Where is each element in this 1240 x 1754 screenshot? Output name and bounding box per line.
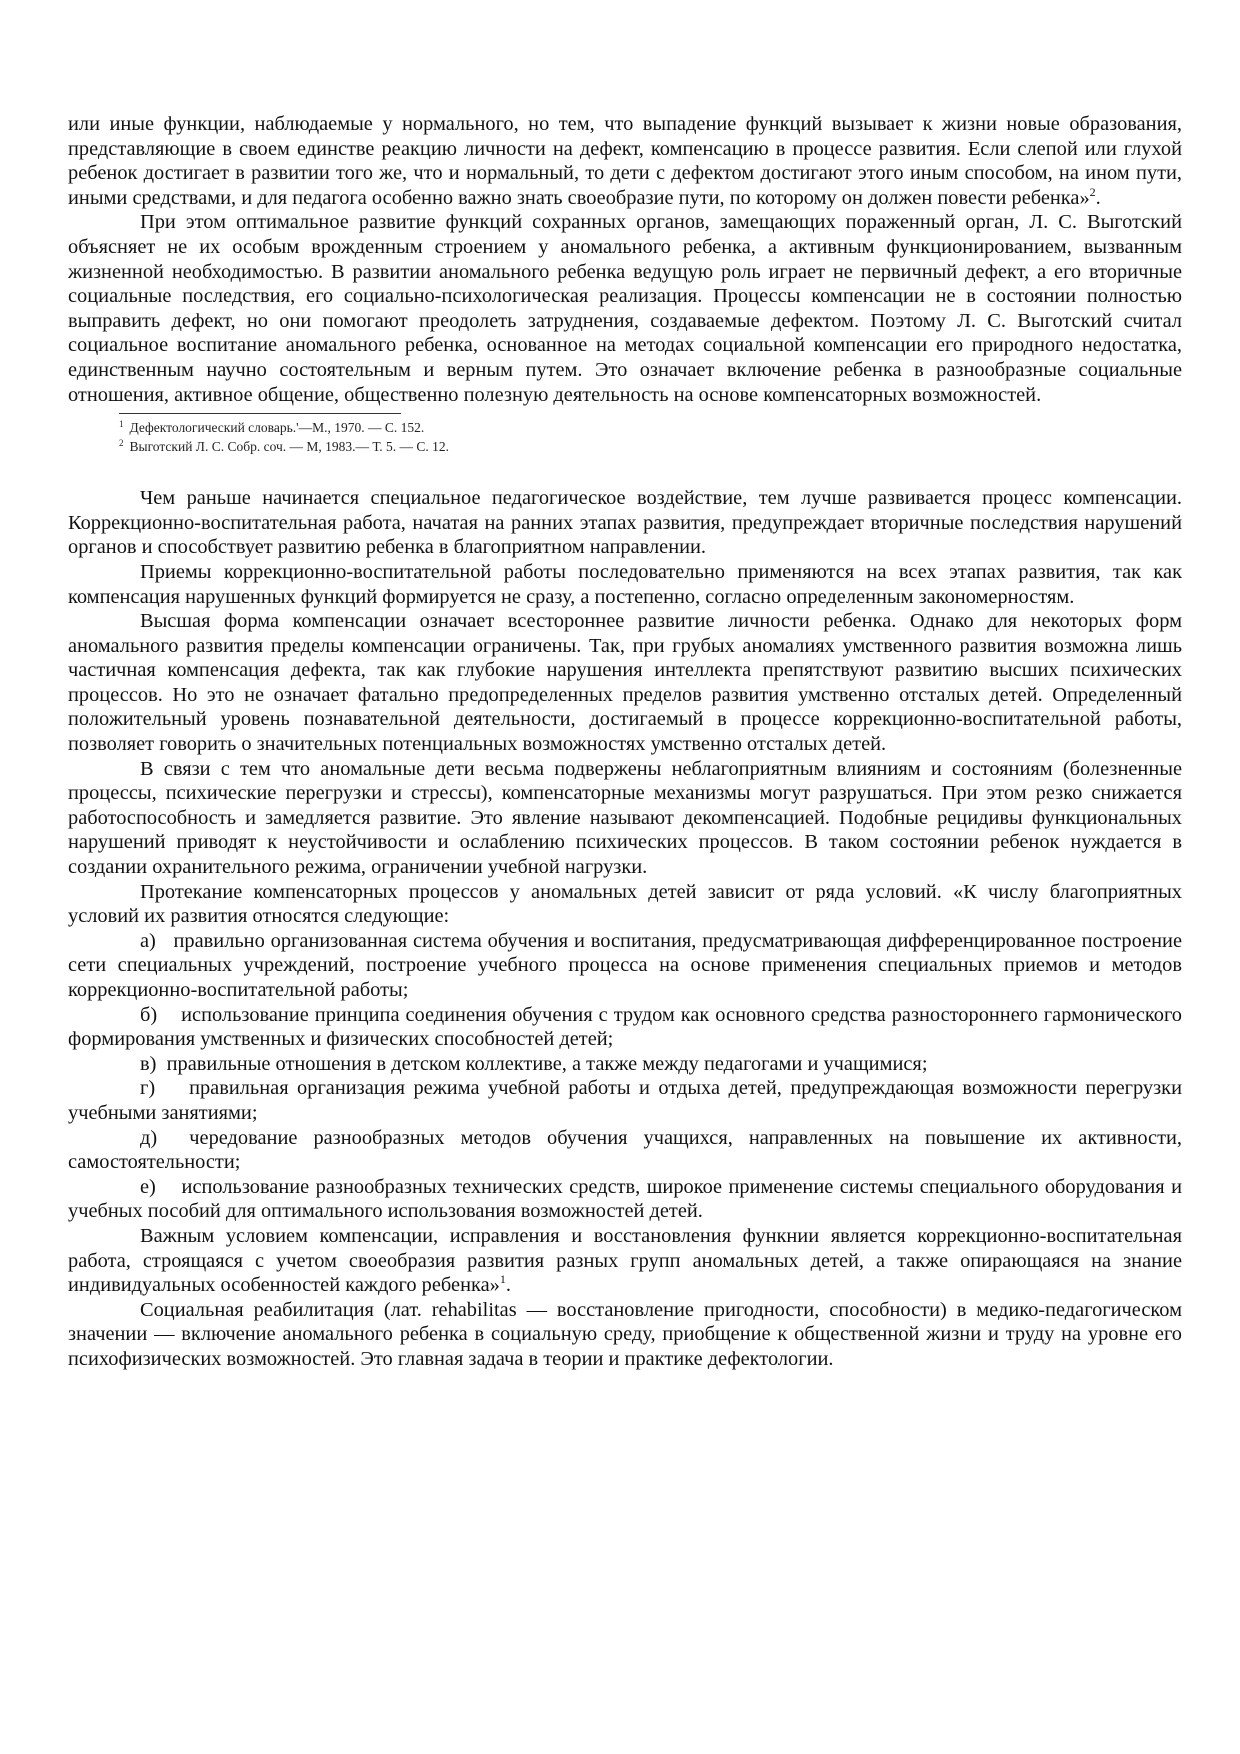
- spacer: [68, 456, 1182, 486]
- paragraph-tail: .: [505, 1274, 511, 1297]
- list-marker: г): [140, 1077, 156, 1100]
- paragraph-text: Важным условием компенсации, исправления и восстановления функнии является коррекционно-воспитательная работа, строящаяся с учетом своеобразия развития разных групп аномальных детей, а также опирающаяся на знание индивидуальных особенностей каждого ребенка»: [68, 1224, 1182, 1297]
- list-item: [68, 1175, 1182, 1224]
- footnote-text: Дефектологический словарь.'—М., 1970. — С. 152.: [129, 420, 425, 436]
- footnote-divider: [119, 413, 401, 414]
- paragraph-continuation: [68, 112, 1182, 210]
- footnotes: [119, 413, 1182, 456]
- list-item-text: правильные отношения в детском коллективе, а также между педагогами и учащимися;: [166, 1052, 928, 1075]
- list-item-text: правильная организация режима учебной работы и отдыха детей, предупреждающая возможности перегрузки учебными занятиями;: [68, 1077, 1182, 1124]
- list-item: [68, 1126, 1182, 1175]
- list-item-text: чередование разнообразных методов обучения учащихся, направленных на повышение их активности, самостоятельности;: [68, 1126, 1183, 1174]
- list-marker: б): [140, 1003, 158, 1026]
- paragraph: В связи с тем что аномальные дети весьма подвержены неблагоприятным влияниям и состояниям (болезненные процессы, психические перегрузки и стрессы), компенсаторные механизмы могут разрушаться. При этом резко снижается работоспособность и замедляется развитие. Это явление называют декомпенсацией. Подобные рецидивы функциональных нарушений приводят к неустойчивости и ослаблению психических процессов. В таком состоянии ребенок нуждается в создании охранительного режима, ограничении учебной нагрузки.: [68, 757, 1182, 879]
- list-item-text: использование принципа соединения обучения с трудом как основного средства разностороннего гармонического формирования умственных и физических способностей детей;: [68, 1003, 1182, 1051]
- paragraph: При этом оптимальное развитие функций сохранных органов, замещающих пораженный орган, Л. С. Выготский объясняет не их особым врожденным строением у аномального ребенка, а активным функционированием, вызванным жизненной необходимостью. В развитии аномального ребенка ведущую роль играет не первичный дефект, а его вторичные социальные последствия, его социально-психологическая реализация. Процессы компенсации не в состоянии полностью выправить дефект, но они помогают преодолеть затруднения, создаваемые дефектом. Поэтому Л. С. Выготский считал социальное воспитание аномального ребенка, основанное на методах социальной компенсации его природного недостатка, единственным научно состоятельным и верным путем. Это означает включение ребенка в разнообразные социальные отношения, активное общение, общественно полезную деятельность на основе компенсаторных возможностей.: [68, 211, 1182, 406]
- list-item: [68, 1052, 1182, 1077]
- list-item: [68, 1076, 1182, 1125]
- list-marker: д): [140, 1126, 158, 1149]
- list-item: [68, 1003, 1182, 1052]
- paragraph: Протекание компенсаторных процессов у аномальных детей зависит от ряда условий. «К числу благоприятных условий их развития относятся следующие:: [68, 880, 1182, 928]
- document-page: [68, 112, 1182, 1372]
- footnote-text: Выготский Л. С. Собр. соч. — М, 1983.— Т. 5. — С. 12.: [129, 439, 450, 455]
- footnote-number: 1: [119, 418, 124, 429]
- paragraph: [68, 1224, 1182, 1298]
- list-item: [68, 929, 1182, 1003]
- list-item-text: использование разнообразных технических средств, широкое применение системы специального оборудования и учебных пособий для оптимального использования возможностей детей.: [68, 1175, 1182, 1223]
- footnote-ref: 2: [1089, 184, 1096, 199]
- paragraph: Социальная реабилитация (лат. rehabilitas — восстановление пригодности, способности) в медико-педагогическом значении — включение аномального ребенка в социальную среду, приобщение к общественной жизни и труду на уровне его психофизических возможностей. Это главная задача в теории и практике дефектологии.: [68, 1298, 1182, 1370]
- footnote-number: 2: [119, 437, 124, 448]
- footnote: [119, 418, 1182, 437]
- paragraph-text: или иные функции, наблюдаемые у нормального, но тем, что выпадение функций вызывает к жизни новые образования, представляющие в своем единстве реакцию личности на дефект, компенсацию в процессе развития. Если слепой или глухой ребенок достигает в развитии того же, что и нормальный, то дети с дефектом достигают этого иным способом, на ином пути, иными средствами, и для педагога особенно важно знать своеобразие пути, по которому он должен повести ребенка»: [68, 113, 1182, 209]
- paragraph: Чем раньше начинается специальное педагогическое воздействие, тем лучше развивается процесс компенсации. Коррекционно-воспитательная работа, начатая на ранних этапах развития, предупреждает вторичные последствия нарушений органов и способствует развитию ребенка в благоприятном направлении.: [68, 487, 1182, 559]
- list-item-text: правильно организованная система обучения и воспитания, предусматривающая дифференцированное построение сети специальных учреждений, построение учебного процесса на основе применения специальных приемов и методов коррекционно-воспитательной работы;: [68, 929, 1182, 1001]
- paragraph: Высшая форма компенсации означает всестороннее развитие личности ребенка. Однако для некоторых форм аномального развития пределы компенсации ограничены. Так, при грубых аномалиях умственного развития возможна лишь частичная компенсация дефекта, так как глубокие нарушения интеллекта препятствуют развитию высших психических процессов. Но это не означает фатально предопределенных пределов развития умственно отсталых детей. Определенный положительный уровень познавательной деятельности, достигаемый в процессе коррекционно-воспитательной работы, позволяет говорить о значительных потенциальных возможностях умственно отсталых детей.: [68, 610, 1182, 756]
- list-marker: а): [140, 929, 156, 952]
- paragraph-tail: .: [1095, 186, 1101, 209]
- footnote-ref: 1: [499, 1272, 506, 1287]
- list-marker: в): [140, 1052, 157, 1075]
- paragraph: Приемы коррекционно-воспитательной работы последовательно применяются на всех этапах развития, так как компенсация нарушенных функций формируется не сразу, а постепенно, согласно определенным закономерностям.: [68, 560, 1182, 608]
- footnote: [119, 437, 1182, 456]
- list-marker: е): [140, 1175, 156, 1198]
